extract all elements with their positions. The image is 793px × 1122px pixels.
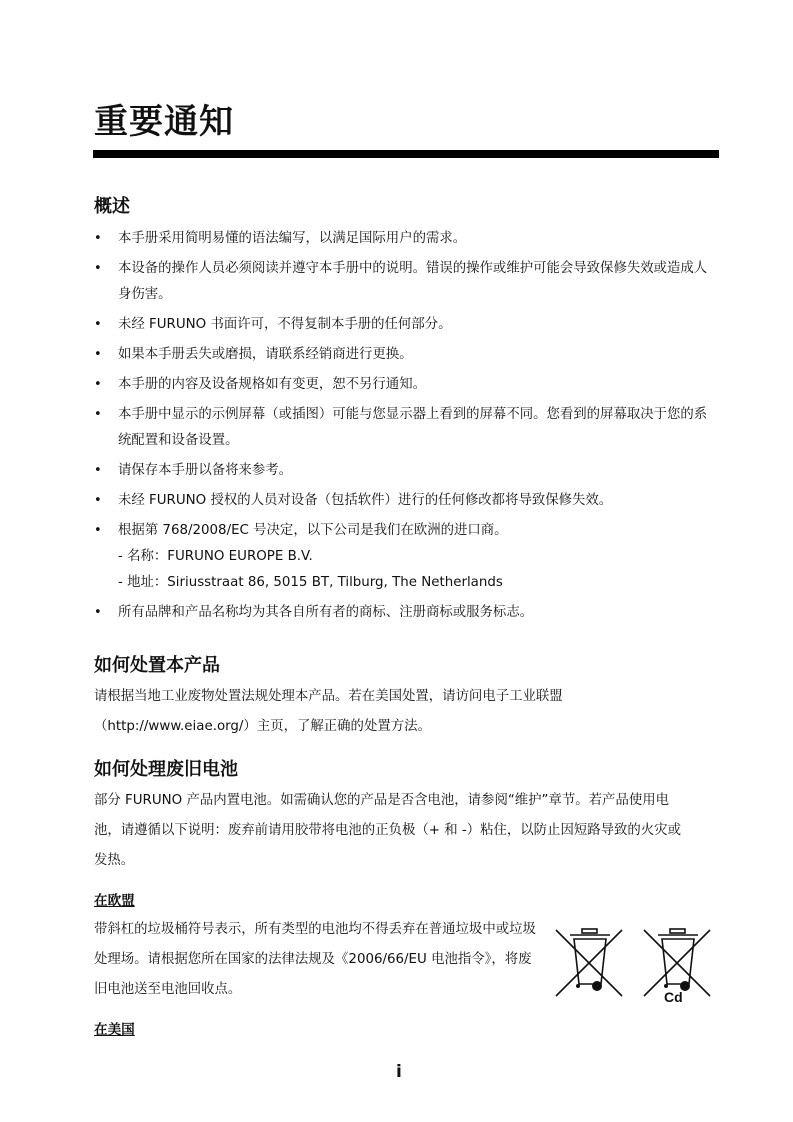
list-item: • 本手册的内容及设备规格如有变更，恕不另行通知。 xyxy=(94,372,714,398)
overview-list xyxy=(94,226,714,630)
overview-heading: 概述 xyxy=(94,196,130,217)
list-item: • 请保存本手册以备将来参考。 xyxy=(94,458,714,484)
list-item: • 本设备的操作人员必须阅读并遵守本手册中的说明。错误的操作或维护可能会导致保修失效或造成人身伤害。 xyxy=(94,256,714,308)
battery-text: 部分 FURUNO 产品内置电池。如需确认您的产品是否含电池，请参阅“维护”章节。若产品使用电池，请遵循以下说明：废弃前请用胶带将电池的正负极（+ 和 -）粘住，以防止因短路导致的火灾或发热。 xyxy=(94,793,681,868)
crossed-bin-cd-icon xyxy=(640,922,716,1012)
bullet-icon: • xyxy=(94,317,102,332)
title-rule xyxy=(93,150,719,158)
page-number: i xyxy=(396,1062,402,1082)
list-item: • 未经 FURUNO 书面许可，不得复制本手册的任何部分。 xyxy=(94,312,714,338)
bullet-icon: • xyxy=(94,231,102,246)
bullet-icon: • xyxy=(94,407,102,422)
disposal-heading: 如何处置本产品 xyxy=(94,655,220,676)
eu-heading: 在欧盟 xyxy=(94,893,135,909)
battery-heading: 如何处理废旧电池 xyxy=(94,759,238,780)
list-item: • 所有品牌和产品名称均为其各自所有者的商标、注册商标或服务标志。 xyxy=(94,600,714,626)
list-item: • 根据第 768/2008/EC 号决定，以下公司是我们在欧洲的进口商。 - 名称：FURUNO EUROPE B.V. - 地址：Siriusstraat 86, 5015 BT, Tilburg, The Netherlands xyxy=(94,518,714,596)
bullet-icon: • xyxy=(94,523,102,538)
bullet-icon: • xyxy=(94,377,102,392)
crossed-bin-icon xyxy=(552,922,628,1012)
disposal-text: 请根据当地工业废物处置法规处理本产品。若在美国处置，请访问电子工业联盟（http://www.eiae.org/）主页，了解正确的处置方法。 xyxy=(94,689,563,734)
list-item: • 本手册采用简明易懂的语法编写，以满足国际用户的需求。 xyxy=(94,226,714,252)
eu-text: 带斜杠的垃圾桶符号表示，所有类型的电池均不得丢弃在普通垃圾中或垃圾处理场。请根据您所在国家的法律法规及《2006/66/EU 电池指令》，将废旧电池送至电池回收点。 xyxy=(94,922,536,997)
bullet-icon: • xyxy=(94,463,102,478)
importer-address: - 地址：Siriusstraat 86, 5015 BT, Tilburg, The Netherlands xyxy=(118,575,503,590)
bullet-icon: • xyxy=(94,347,102,362)
us-heading: 在美国 xyxy=(94,1022,135,1038)
bullet-icon: • xyxy=(94,261,102,276)
bullet-icon: • xyxy=(94,493,102,508)
list-item: • 如果本手册丢失或磨损，请联系经销商进行更换。 xyxy=(94,342,714,368)
importer-name: - 名称：FURUNO EUROPE B.V. xyxy=(118,549,313,564)
cd-label: Cd xyxy=(664,989,683,1005)
battery-symbols xyxy=(552,922,722,1012)
page-title: 重要通知 xyxy=(94,102,234,142)
bullet-icon: • xyxy=(94,605,102,620)
list-item: • 本手册中显示的示例屏幕（或插图）可能与您显示器上看到的屏幕不同。您看到的屏幕取决于您的系统配置和设备设置。 xyxy=(94,402,714,454)
list-item: • 未经 FURUNO 授权的人员对设备（包括软件）进行的任何修改都将导致保修失效。 xyxy=(94,488,714,514)
